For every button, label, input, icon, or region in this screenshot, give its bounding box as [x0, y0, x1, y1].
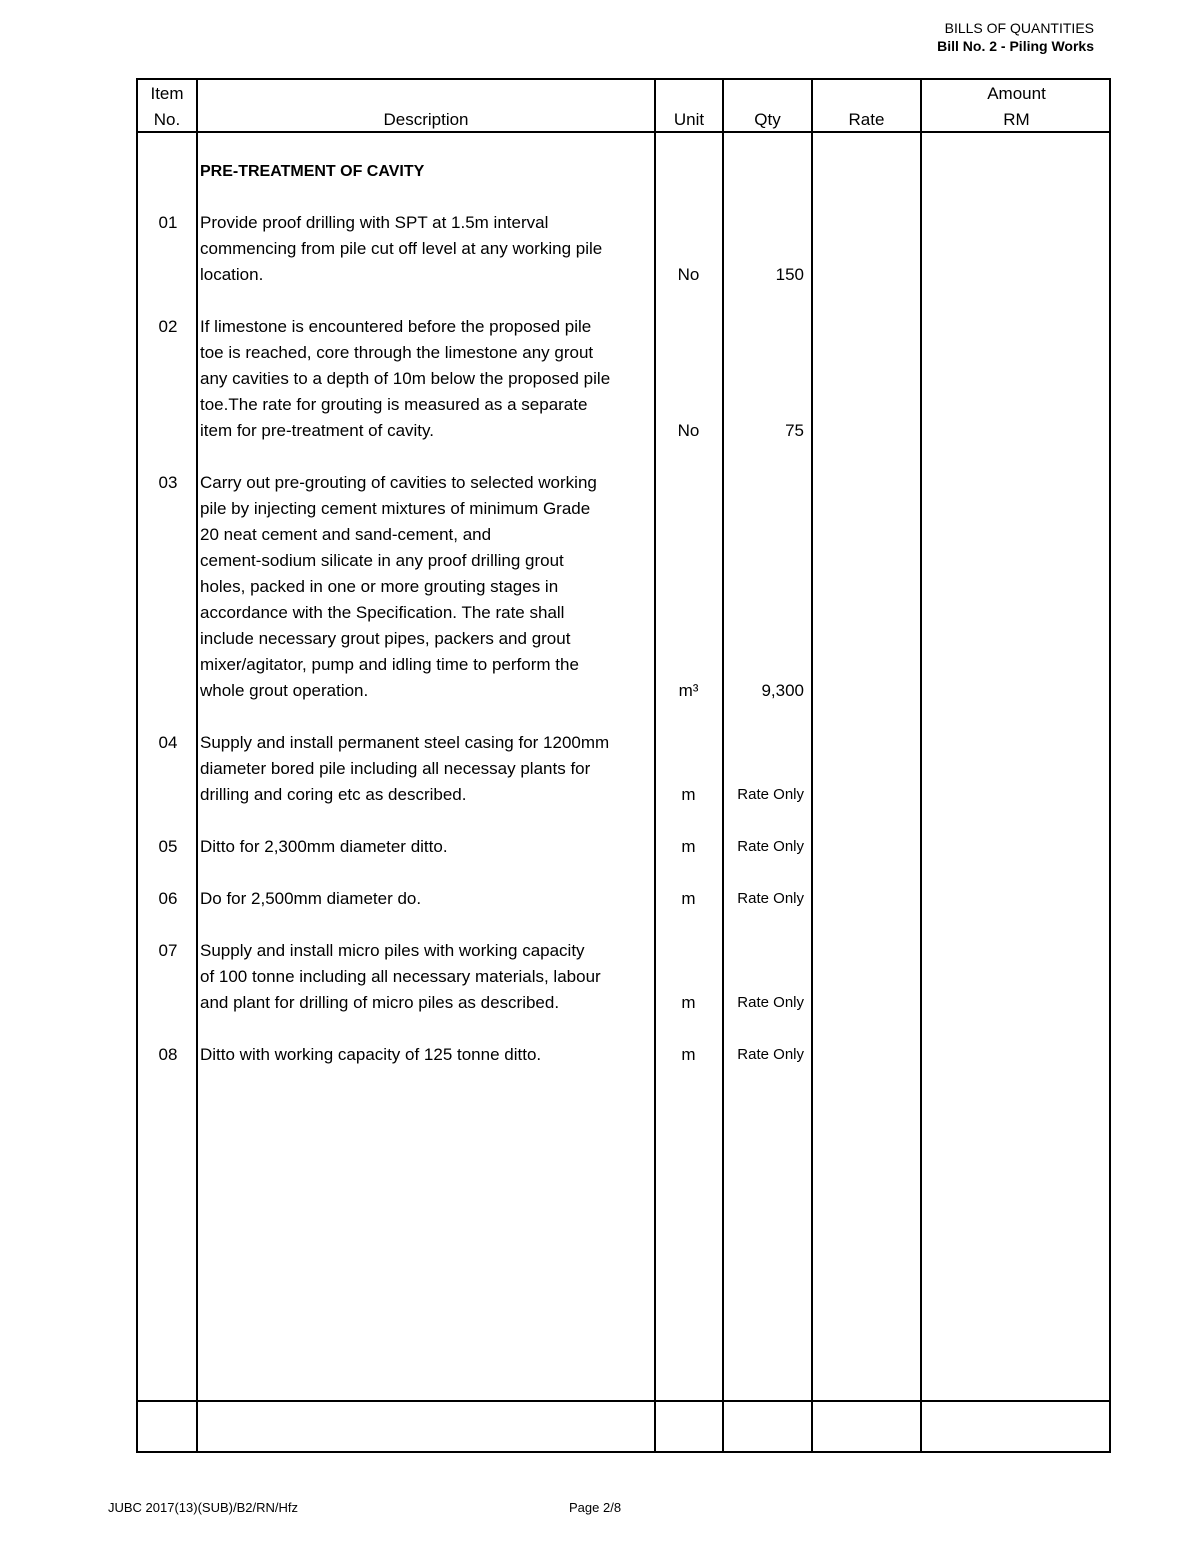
item-description: Carry out pre-grouting of cavities to selected working pile by injecting cement mixtures of minimum Grade 20 neat cement and sand-cement, and cement-sodium silicate in any proof drilling grout holes, packed in one or more grouting stages in accordance with the Specification. The rate shall include necessary grout pipes, packers and grout mixer/agitator, pump and idling time to perform the whole grout operation.	[200, 473, 597, 700]
item-qty: Rate Only	[737, 786, 804, 803]
column-header-qty: Qty	[754, 110, 781, 129]
item-number: 02	[158, 317, 178, 336]
column-header-amount-line1: Amount	[987, 84, 1046, 103]
bill-subtitle: Bill No. 2 - Piling Works	[937, 38, 1094, 54]
item-unit: m	[681, 1045, 696, 1064]
document-header	[937, 19, 1094, 55]
item-qty: 9,300	[761, 681, 804, 700]
column-header-item	[138, 81, 196, 133]
item-unit: m	[681, 785, 696, 804]
column-header-rate: Rate	[848, 110, 885, 129]
item-qty: 150	[775, 265, 804, 284]
column-divider	[811, 80, 813, 1451]
item-qty: Rate Only	[737, 994, 804, 1011]
column-header-amount	[922, 81, 1111, 133]
section-heading: PRE-TREATMENT OF CAVITY	[200, 163, 425, 180]
item-description: Supply and install permanent steel casing for 1200mm diameter bored pile including all necessay plants for drilling and coring etc as described.	[200, 733, 610, 804]
item-qty: Rate Only	[737, 890, 804, 907]
item-number: 06	[158, 889, 178, 908]
column-header-amount-line2: RM	[1003, 110, 1030, 129]
item-number: 04	[158, 733, 178, 752]
column-divider	[196, 80, 198, 1451]
item-unit: m	[681, 837, 696, 856]
item-number: 01	[158, 213, 178, 232]
item-unit: m³	[678, 681, 699, 700]
item-number: 05	[158, 837, 178, 856]
boq-table	[136, 78, 1111, 1453]
item-description: Do for 2,500mm diameter do.	[200, 889, 422, 908]
page-number: Page 2/8	[569, 1500, 622, 1515]
total-row-divider	[138, 1400, 1109, 1402]
item-qty: 75	[785, 421, 804, 440]
column-header-unit: Unit	[673, 110, 705, 129]
item-description: Ditto with working capacity of 125 tonne ditto.	[200, 1045, 542, 1064]
item-number: 03	[158, 473, 178, 492]
item-description: If limestone is encountered before the proposed pile toe is reached, core through the limestone any grout any cavities to a depth of 10m below the proposed pile toe.The rate for grouting is measured as a separate item for pre-treatment of cavity.	[200, 317, 611, 440]
item-unit: m	[681, 993, 696, 1012]
item-description: Ditto for 2,300mm diameter ditto.	[200, 837, 448, 856]
item-qty: Rate Only	[737, 1046, 804, 1063]
document-reference: JUBC 2017(13)(SUB)/B2/RN/Hfz	[108, 1500, 298, 1515]
document-title: BILLS OF QUANTITIES	[944, 20, 1094, 36]
item-number: 08	[158, 1045, 178, 1064]
item-description: Provide proof drilling with SPT at 1.5m interval commencing from pile cut off level at any working pile location.	[200, 213, 603, 284]
item-unit: No	[677, 421, 700, 440]
item-qty: Rate Only	[737, 838, 804, 855]
item-unit: No	[677, 265, 700, 284]
column-header-description: Description	[383, 110, 469, 129]
column-divider	[920, 80, 922, 1451]
column-header-item-line1: Item	[150, 84, 184, 103]
item-number: 07	[158, 941, 178, 960]
item-description: Supply and install micro piles with working capacity of 100 tonne including all necessary materials, labour and plant for drilling of micro piles as described.	[200, 941, 601, 1012]
column-header-item-line2: No.	[153, 110, 181, 129]
item-unit: m	[681, 889, 696, 908]
